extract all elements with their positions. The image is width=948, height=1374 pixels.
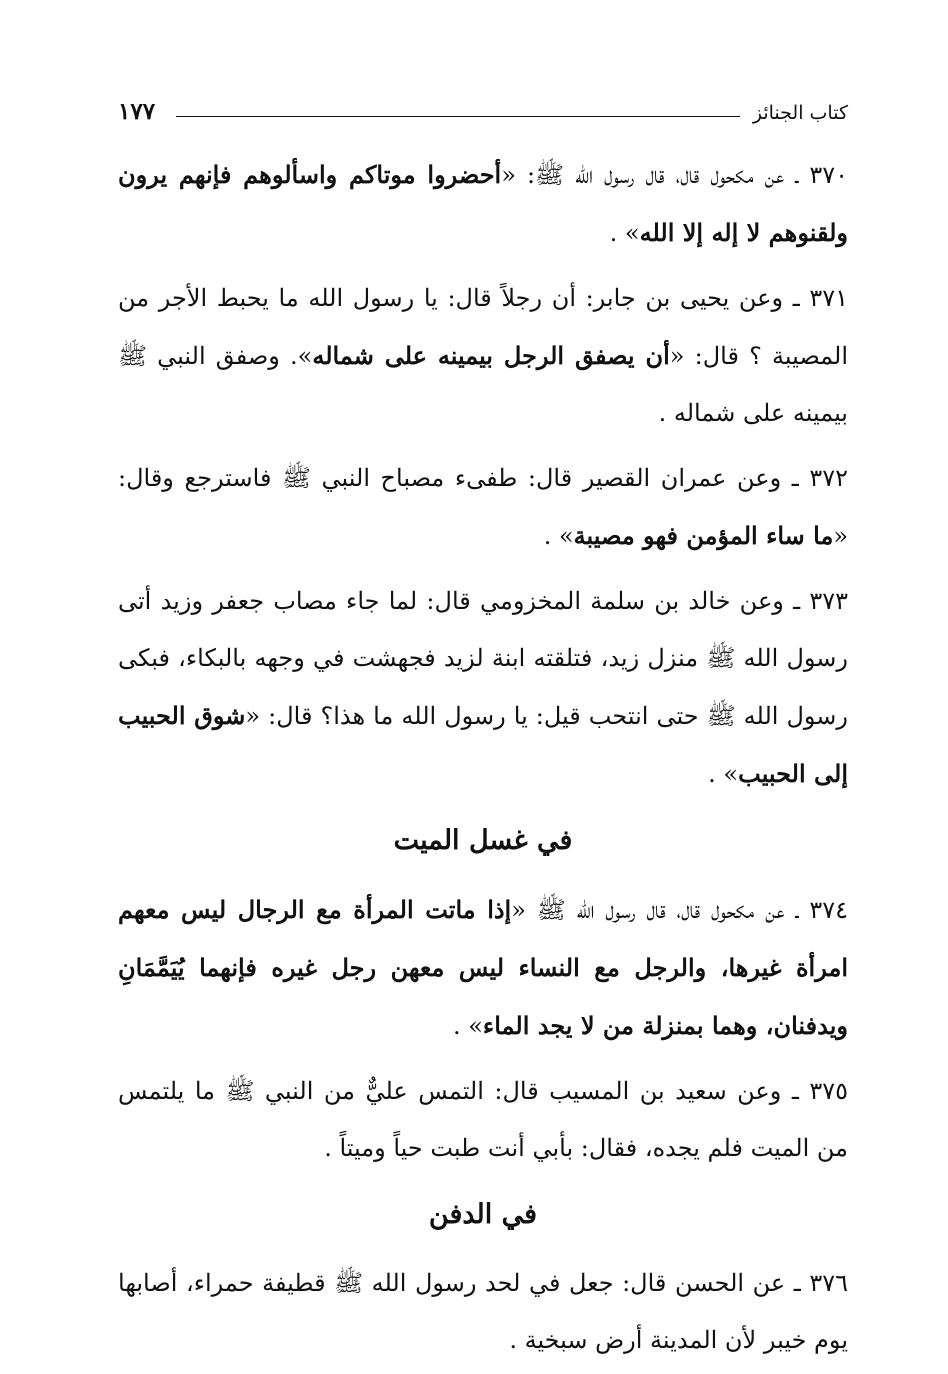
- hadith-373-end: » .: [708, 760, 739, 788]
- hadith-372-end: » .: [543, 522, 574, 550]
- hadith-372-text: ٣٧٢ ـ وعن عمران القصير قال: طفىء مصباح النبي ﷺ فاسترجع وقال: «: [118, 464, 848, 550]
- hadith-374-quote: إذا ماتت المرأة مع الرجال ليس معهم امرأة غيرها، والرجل مع النساء ليس معهن رجل غيره فإنهما يُيَمَّمَانِ ويدفنان، وهما بمنزلة من لا يجد الماء: [118, 895, 848, 1040]
- hadith-373-text: ٣٧٣ ـ وعن خالد بن سلمة المخزومي قال: لما جاء مصاب جعفر وزيد أتى رسول الله ﷺ منزل زيد، فتلقته ابنة لزيد فجهشت في وجهه بالبكاء، فبكى رسول الله ﷺ حتى انتحب قيل: يا رسول الله ما هذا؟ قال: «: [118, 587, 848, 730]
- hadith-372-quote: ما ساء المؤمن فهو مصيبة: [573, 521, 834, 550]
- hadith-371-quote: أن يصفق الرجل بيمينه على شماله: [312, 341, 670, 370]
- section-heading-burial: في الدفن: [428, 1199, 538, 1230]
- hadith-374: [118, 881, 848, 1055]
- hadith-374-end: » .: [452, 1012, 483, 1040]
- chapter-title: كتاب الجنائز: [752, 102, 848, 124]
- hadith-373: [118, 573, 848, 803]
- hadith-376-text: ٣٧٦ ـ عن الحسن قال: جعل في لحد رسول الله ﷺ قطيفة حمراء، أصابها يوم خيبر لأن المدينة أرض سبخية .: [118, 1269, 848, 1354]
- page-number: ١٧٧: [118, 98, 156, 125]
- hadith-370-text: ٣٧٠ ـ عن مكحول قال، قال رسول الله ﷺ: «: [501, 161, 848, 189]
- running-head: [118, 92, 848, 132]
- hadith-372: [118, 450, 848, 565]
- hadith-371-text: ٣٧١ ـ وعن يحيى بن جابر: أن رجلاً قال: يا رسول الله ما يحبط الأجر من المصيبة ؟ قال: «: [118, 284, 848, 370]
- hadith-375-text: ٣٧٥ ـ وعن سعيد بن المسيب قال: التمس عليٌّ من النبي ﷺ ما يلتمس من الميت فلم يجده، فقال: بأبي أنت طبت حياً وميتاً .: [118, 1077, 848, 1162]
- section-heading-washing: في غسل الميت: [393, 825, 573, 856]
- book-page: [118, 92, 848, 1369]
- hadith-374-text: ٣٧٤ ـ عن مكحول قال، قال رسول الله ﷺ «: [511, 896, 849, 924]
- hadith-371-end: ». وصفق النبي ﷺ بيمينه على شماله .: [118, 342, 848, 427]
- hadith-370-quote: أحضروا موتاكم واسألوهم فإنهم يرون ولقنوهم لا إله إلا الله: [118, 160, 848, 247]
- hadith-375: [118, 1063, 848, 1177]
- hadith-370: [118, 146, 848, 262]
- header-rule: [176, 116, 740, 117]
- hadith-376: [118, 1255, 848, 1369]
- hadith-370-end: » .: [609, 219, 640, 247]
- hadith-371: [118, 270, 848, 442]
- hadith-373-quote: شوق الحبيب إلى الحبيب: [118, 701, 848, 788]
